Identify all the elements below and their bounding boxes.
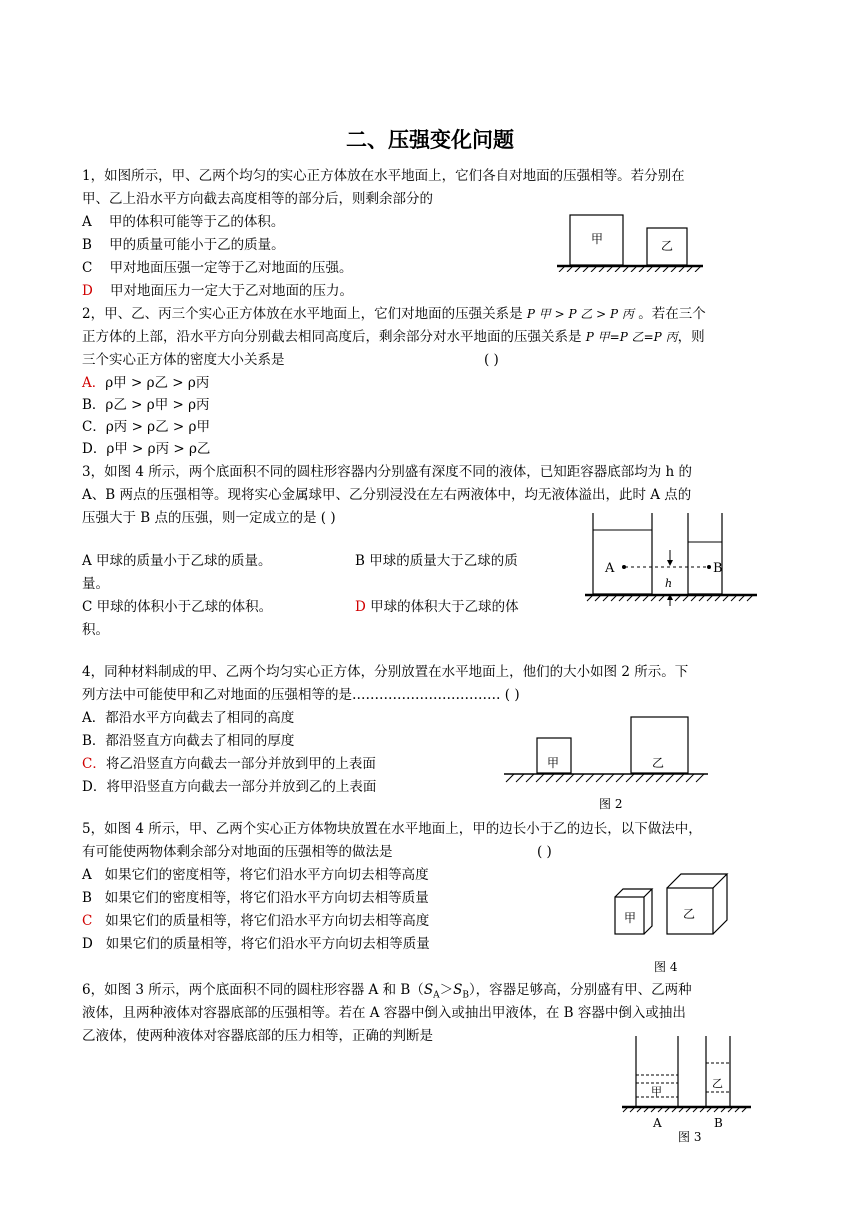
q2-option-b: B．ρ乙 > ρ甲 > ρ丙: [82, 397, 210, 413]
q1-stem-line1: 1，如图所示，甲、乙两个均匀的实心正方体放在水平地面上，它们各自对地面的压强相等。若分别在: [82, 168, 685, 184]
q5-option-d: D 如果它们的质量相等，将它们沿水平方向切去相等质量: [82, 936, 430, 952]
q6-label-yi: 乙: [712, 1077, 723, 1090]
page-title: 二、压强变化问题: [346, 128, 514, 152]
q3-option-b: B 甲球的质量大于乙球的质: [355, 553, 518, 569]
q1-option-d: D 甲对地面压力一定大于乙对地面的压力。: [82, 283, 353, 299]
q4-option-b: B．都沿竖直方向截去了相同的厚度: [82, 733, 295, 749]
q6-figure-caption: 图 3: [678, 1130, 702, 1144]
q5-figure-caption: 图 4: [654, 960, 678, 974]
q3-stem-line2: A、B 两点的压强相等。现将实心金属球甲、乙分别浸没在左右两液体中，均无液体溢出，此时 A 点的: [82, 487, 692, 503]
q3-container-b: [688, 513, 722, 594]
q3-point-a: [622, 565, 626, 569]
q4-option-c: C．将乙沿竖直方向截去一部分并放到甲的上表面: [82, 756, 376, 772]
q2-option-c: C．ρ丙 > ρ乙 > ρ甲: [82, 419, 210, 435]
q5-option-a: A 如果它们的密度相等，将它们沿水平方向切去相等高度: [82, 867, 429, 883]
q5-figure: [610, 868, 735, 940]
q3-label-a: A: [605, 561, 615, 576]
q5-label-jia: 甲: [624, 911, 637, 925]
q4-option-d: D．将甲沿竖直方向截去一部分并放到乙的上表面: [82, 779, 377, 795]
q3-stem-line1: 3，如图 4 所示，两个底面积不同的圆柱形容器内分别盛有深度不同的液体，已知距容器底部均为 h 的: [82, 464, 693, 480]
q5-option-b: B 如果它们的密度相等，将它们沿水平方向切去相等质量: [82, 890, 429, 906]
q3-figure: [585, 508, 760, 608]
q1-option-b: B 甲的质量可能小于乙的质量。: [82, 237, 285, 253]
q6-stem-line3: 乙液体，使两种液体对容器底部的压力相等，正确的判断是: [82, 1028, 433, 1044]
q4-figure: [502, 712, 712, 784]
q1-label-yi: 乙: [661, 239, 674, 253]
q2-option-a: A．ρ甲 > ρ乙 > ρ丙: [82, 375, 210, 391]
q2-stem-line2: 正方体的上部，沿水平方向分别截去相同高度后，剩余部分对水平地面的压强关系是 P 甲=P 乙=P 丙，则: [82, 329, 705, 345]
q5-stem-line2: 有可能使两物体剩余部分对地面的压强相等的做法是: [82, 844, 393, 860]
q3-option-d-cont: 积。: [82, 622, 109, 638]
q3-option-a: A 甲球的质量小于乙球的质量。: [82, 553, 272, 569]
q3-option-c: C 甲球的体积小于乙球的体积。: [82, 599, 273, 615]
q6-label-jia: 甲: [651, 1085, 662, 1098]
q4-option-a: A．都沿水平方向截去了相同的高度: [82, 710, 295, 726]
q6-label-a: A: [653, 1116, 662, 1130]
q6-container-b: [706, 1036, 730, 1106]
q5-label-yi: 乙: [683, 907, 696, 921]
q5-option-c: C 如果它们的质量相等，将它们沿水平方向切去相等高度: [82, 913, 430, 929]
q2-stem-line1: 2，甲、乙、丙三个实心正方体放在水平地面上，它们对地面的压强关系是 P 甲 > P 乙 > P 丙 。若在三个: [82, 306, 706, 322]
q4-figure-caption: 图 2: [599, 797, 623, 811]
q6-stem-line1: 6，如图 3 所示，两个底面积不同的圆柱形容器 A 和 $B(S_A>S_B)$，容器足够高，分别盛有甲、乙两种: [82, 982, 692, 1001]
q4-ground-hatch: [506, 774, 704, 782]
q5-answer-paren: ( ): [537, 844, 552, 860]
q2-option-d: D．ρ甲 > ρ丙 > ρ乙: [82, 441, 211, 457]
q6-label-b: B: [714, 1116, 723, 1130]
q3-label-b: B: [713, 561, 723, 576]
q4-label-yi: 乙: [652, 756, 665, 770]
q3-option-b-cont: 量。: [82, 576, 109, 592]
q2-answer-paren: ( ): [484, 352, 499, 368]
q6-stem-line2: 液体，且两种液体对容器底部的压强相等。若在 A 容器中倒入或抽出甲液体，在 B 容器中倒入或抽出: [82, 1005, 686, 1021]
q3-point-b: [707, 565, 711, 569]
q4-stem-line2: 列方法中可能使甲和乙对地面的压强相等的是…………………………… ( ): [82, 687, 520, 703]
q4-stem-line1: 4，同种材料制成的甲、乙两个均匀实心正方体，分别放置在水平地面上，他们的大小如图 2 所示。下: [82, 664, 689, 680]
q1-figure: [555, 210, 705, 272]
q3-option-d: D 甲球的体积大于乙球的体: [355, 599, 519, 615]
q3-label-h: h: [665, 577, 673, 590]
q6-figure: [620, 1034, 755, 1130]
q2-stem-line3: 三个实心正方体的密度大小关系是: [82, 352, 285, 368]
q1-stem-line2: 甲、乙上沿水平方向截去高度相等的部分后，则剩余部分的: [82, 191, 433, 207]
q1-option-a: A 甲的体积可能等于乙的体积。: [82, 214, 285, 230]
q3-stem-line3: 压强大于 B 点的压强，则一定成立的是 ( ): [82, 510, 336, 526]
q3-container-a: [593, 513, 652, 594]
q5-stem-line1: 5，如图 4 所示，甲、乙两个实心正方体物块放置在水平地面上，甲的边长小于乙的边长，以下做法中，: [82, 821, 702, 837]
q1-label-jia: 甲: [591, 232, 604, 246]
q1-option-c: C 甲对地面压强一定等于乙对地面的压强。: [82, 260, 353, 276]
q4-label-jia: 甲: [547, 756, 560, 770]
